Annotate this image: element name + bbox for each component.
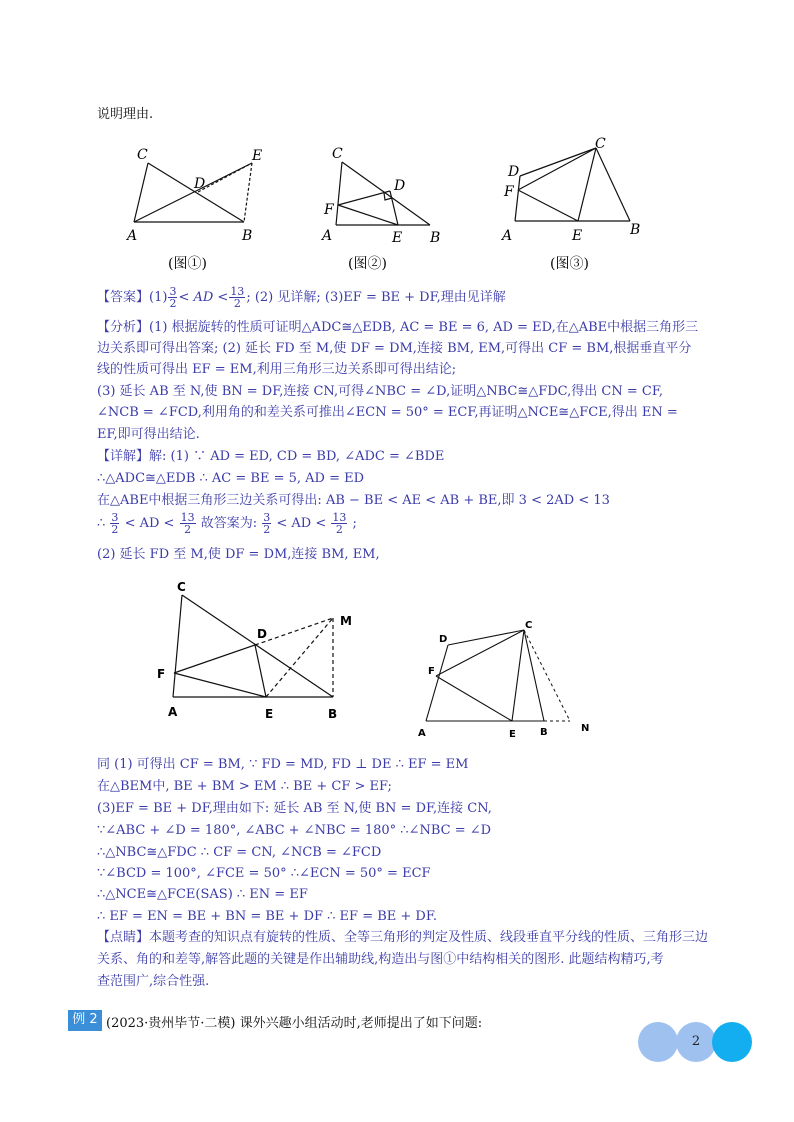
label-D: D xyxy=(508,164,520,180)
solution-line-1: 【详解】解: (1) ∵ AD = ED, CD = BD, ∠ADC = ∠BDE xyxy=(97,449,445,464)
label-B: B xyxy=(540,727,548,737)
label-B: B xyxy=(242,228,253,244)
label-B: B xyxy=(630,222,641,238)
solution-line-6: 同 (1) 可得出 CF = BM, ∵ FD = MD, FD ⊥ DE ∴ EF = EM xyxy=(97,757,469,772)
analysis-line-4: (3) 延长 AB 至 N,使 BN = DF,连接 CN,可得∠NBC = ∠D,证明△NBC≅△FDC,得出 CN = CF, xyxy=(97,384,663,399)
caption-2: (图②) xyxy=(348,256,387,272)
solution-line-3: 在△ABE中根据三角形三边关系可得出: AB − BE < AE < AB + BE,即 3 < 2AD < 13 xyxy=(97,493,610,508)
caption-3: (图③) xyxy=(550,256,589,272)
label-M: M xyxy=(340,614,352,628)
intro-text: 说明理由. xyxy=(97,107,154,122)
label-N: N xyxy=(581,723,590,734)
figure-4 xyxy=(150,575,360,725)
label-D: D xyxy=(257,627,267,641)
comment-line-1: 【点睛】本题考查的知识点有旋转的性质、全等三角形的判定及性质、线段垂直平分线的性质、三角形三边 xyxy=(97,930,709,945)
solution-line-9: ∵∠ABC + ∠D = 180°, ∠ABC + ∠NBC = 180° ∴∠NBC = ∠D xyxy=(97,823,492,838)
example-badge-underline xyxy=(68,1029,102,1031)
figure-5 xyxy=(408,612,598,737)
solution-line-5: (2) 延长 FD 至 M,使 DF = DM,连接 BM, EM, xyxy=(97,547,380,562)
label-D: D xyxy=(439,634,448,645)
label-A: A xyxy=(418,728,426,737)
label-C: C xyxy=(595,136,606,152)
label-E: E xyxy=(392,230,403,246)
label-A: A xyxy=(168,705,178,719)
solution-line-10: ∴△NBC≅△FDC ∴ CF = CN, ∠NCB = ∠FCD xyxy=(97,845,382,860)
label-A: A xyxy=(502,228,513,244)
label-E: E xyxy=(572,228,583,244)
label-D: D xyxy=(194,176,206,192)
label-E: E xyxy=(265,707,274,721)
label-B: B xyxy=(430,230,441,246)
label-F: F xyxy=(504,184,514,200)
label-F: F xyxy=(157,667,166,681)
answer-line: 【答案】(1) $\frac{3}{2}$ < AD < $\frac{13}{2}$ ; (2) 见详解; (3)EF = BE + DF,理由见详解 xyxy=(97,285,506,310)
label-F: F xyxy=(428,666,435,677)
solution-line-7: 在△BEM中, BE + BM > EM ∴ BE + CF > EF; xyxy=(97,779,392,794)
analysis-line-3: 线的性质可得出 EF = EM,利用三角形三边关系即可得出结论; xyxy=(97,362,457,377)
solution-line-2: ∴△ADC≅△EDB ∴ AC = BE = 5, AD = ED xyxy=(97,471,365,486)
label-C: C xyxy=(525,620,533,631)
page-circle-right xyxy=(712,1022,752,1062)
solution-line-11: ∵∠BCD = 100°, ∠FCE = 50° ∴∠ECN = 50° = ECF xyxy=(97,866,431,881)
figure-1 xyxy=(120,140,280,275)
solution-line-8: (3)EF = BE + DF,理由如下: 延长 AB 至 N,使 BN = DF,连接 CN, xyxy=(97,801,492,816)
solution-line-4: ∴ $\frac{3}{2}$ < AD < $\frac{13}{2}$ 故答案为: $\frac{3}{2}$ < AD < $\frac{13}{2}$ ; xyxy=(97,511,357,536)
solution-line-12: ∴△NCE≅△FCE(SAS) ∴ EN = EF xyxy=(97,887,308,902)
solution-line-13: ∴ EF = EN = BE + BN = BE + DF ∴ EF = BE + DF. xyxy=(97,909,437,924)
figure-3 xyxy=(490,128,650,275)
label-E: E xyxy=(252,148,263,164)
label-D: D xyxy=(394,178,406,194)
label-C: C xyxy=(177,580,186,594)
page-circle-left xyxy=(638,1022,678,1062)
analysis-line-1: 【分析】(1) 根据旋转的性质可证明△ADC≅△EDB, AC = BE = 6, AD = ED,在△ABE中根据三角形三 xyxy=(97,320,699,335)
analysis-line-6: EF,即可得出结论. xyxy=(97,427,200,442)
comment-line-3: 查范围广,综合性强. xyxy=(97,974,210,989)
analysis-line-2: 边关系即可得出答案; (2) 延长 FD 至 M,使 DF = DM,连接 BM, EM,可得出 CF = BM,根据垂直平分 xyxy=(97,341,692,356)
label-B: B xyxy=(328,707,338,721)
label-F: F xyxy=(324,202,334,218)
example-text: (2023·贵州毕节·二模) 课外兴趣小组活动时,老师提出了如下问题: xyxy=(106,1016,483,1031)
label-C: C xyxy=(332,146,343,162)
label-E: E xyxy=(509,729,516,737)
analysis-line-5: ∠NCB = ∠FCD,利用角的和差关系可推出∠ECN = 50° = ECF,再证明△NCE≅△FCE,得出 EN = xyxy=(97,405,678,420)
page-number: 2 xyxy=(676,1022,716,1062)
comment-line-2: 关系、角的和差等,解答此题的关键是作出辅助线,构造出与图①中结构相关的图形. 此题结构精巧,考 xyxy=(97,952,664,967)
label-C: C xyxy=(137,147,148,163)
label-A: A xyxy=(322,228,333,244)
figure-2 xyxy=(318,140,448,275)
caption-1: (图①) xyxy=(168,256,207,272)
example-badge: 例 2 xyxy=(68,1010,102,1029)
label-A: A xyxy=(127,228,138,244)
